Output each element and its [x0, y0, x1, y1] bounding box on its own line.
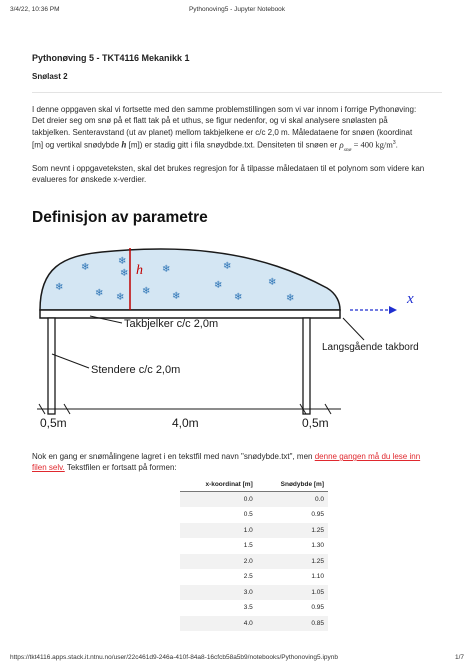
- table-row: [180, 600, 328, 616]
- table-header-row: [180, 479, 328, 492]
- density-value: = 400 kg/m: [353, 139, 393, 150]
- table-row: [180, 538, 328, 554]
- rho-subscript: snø: [343, 146, 352, 153]
- cell-x: 3.0: [180, 585, 257, 601]
- regression-paragraph: [32, 163, 442, 186]
- snowflake-icon: ❄: [81, 262, 90, 273]
- file-paragraph: [32, 451, 442, 474]
- cell-depth: 1.10: [311, 573, 324, 581]
- intro-line-3: takbjelken. Senteravstand (ut av planet) mellom takbjelkene er c/c 2,0 m. Måledataene for snøen (koordinat: [32, 127, 413, 137]
- cell-x: 1.5: [243, 542, 253, 550]
- snowflake-icon: ❄: [172, 291, 181, 302]
- emphasis-text-2: filen selv.: [32, 463, 65, 473]
- table-header-x: x-koordinat [m]: [180, 479, 257, 492]
- cell-depth: 0.95: [311, 511, 324, 519]
- height-label: h: [136, 263, 143, 278]
- column-callout-line: [52, 354, 89, 368]
- period: .: [395, 140, 398, 150]
- var-h: h: [121, 139, 127, 150]
- cell-x: 0.5: [243, 511, 253, 519]
- edge-callout-line: [343, 318, 364, 340]
- roof-beam: [40, 310, 340, 318]
- cell-x: 1.0: [180, 523, 257, 539]
- snowflake-icon: ❄: [116, 292, 125, 303]
- snowflake-icon: ❄: [95, 288, 104, 299]
- var-rho: [339, 139, 352, 153]
- dim-right-label: 0,5m: [302, 416, 329, 430]
- intro-line-4-start: [m] og vertikal snødybde: [32, 140, 120, 150]
- print-footer: [10, 654, 464, 664]
- rho-symbol: ρ: [339, 139, 344, 150]
- cell-depth: 1.25: [257, 523, 328, 539]
- intro-line-4-mid: [m]) er stadig gitt i fila snøydbde.txt. Densiteten til snøen er: [128, 140, 338, 150]
- cell-x: 0.0: [180, 492, 257, 508]
- cell-x: 4.0: [180, 616, 257, 632]
- cell-depth: 1.30: [311, 542, 324, 550]
- data-table: [180, 479, 328, 631]
- snowflake-icon: ❄: [234, 292, 243, 303]
- regression-line-1: Som nevnt i oppgaveteksten, skal det brukes regresjon for å tilpasse måledataen til et polynom som videre kan: [32, 164, 425, 173]
- left-column: [48, 318, 55, 414]
- emphasis-text-1: denne gangen må du lese inn: [314, 452, 421, 461]
- cell-depth: 0.0: [257, 492, 328, 508]
- divider: [32, 92, 442, 93]
- cell-x: 3.5: [243, 604, 253, 612]
- snowflake-icon: ❄: [286, 293, 295, 304]
- cell-depth: 0.95: [311, 604, 324, 612]
- table-row: [180, 585, 328, 601]
- roof-diagram: [32, 228, 442, 433]
- snowflake-icon: ❄: [55, 282, 64, 293]
- intro-paragraph: [32, 104, 442, 156]
- print-datetime: 3/4/22, 10:36 PM: [10, 6, 60, 13]
- print-title: Pythonoving5 - Jupyter Notebook: [188, 6, 286, 13]
- dim-mid-label: 4,0m: [172, 416, 199, 430]
- snowflake-icon: ❄: [268, 277, 277, 288]
- file-line-2: [32, 462, 442, 473]
- file-text-2: Tekstfilen er fortsatt på formen:: [64, 463, 177, 473]
- table-row: [180, 523, 328, 539]
- table-row: [180, 507, 328, 523]
- section-heading: Definisjon av parametre: [32, 209, 208, 226]
- snowflake-icon: ❄: [162, 264, 171, 275]
- dim-left-label: 0,5m: [40, 416, 67, 430]
- density-exponent: 3: [392, 139, 396, 146]
- print-url: https://tkt4116.apps.stack.it.ntnu.no/user/22c461d9-246a-410f-84a8-16cfcb58a5b9/notebooks/Pythonoving5.ipynb: [10, 654, 338, 661]
- snowflake-icon: ❄: [120, 268, 129, 279]
- regression-line-2: evalueres for ønskede x-verdier.: [32, 175, 147, 185]
- snowflake-icon: ❄: [118, 256, 127, 267]
- x-arrow-head: [389, 306, 397, 314]
- print-header: [10, 6, 464, 16]
- snowflake-icon: ❄: [214, 280, 223, 291]
- snowflake-icon: ❄: [142, 286, 151, 297]
- notebook-subtitle: Snølast 2: [32, 72, 68, 81]
- table-header-depth: Snødybde [m]: [257, 479, 328, 492]
- edge-label: Langsgående takbord: [322, 342, 419, 353]
- cell-x: 2.0: [180, 554, 257, 570]
- cell-depth: 1.05: [257, 585, 328, 601]
- column-label: Stendere c/c 2,0m: [91, 364, 181, 376]
- file-text-1: Nok en gang er snømålingene lagret i en tekstfil med navn "snødybde.txt", men: [32, 452, 315, 461]
- intro-line-2: Det dreier seg om snø på et flatt tak på et uthus, se figur nedenfor, og vi skal analysere snølasten på: [32, 116, 388, 126]
- table-row: [180, 554, 328, 570]
- page-number: 1/7: [454, 654, 464, 661]
- table-row: [180, 492, 328, 508]
- x-axis-label: x: [407, 291, 414, 307]
- cell-depth: 1.25: [257, 554, 328, 570]
- data-table-wrapper: [180, 479, 328, 631]
- snow-profile: [40, 249, 340, 310]
- cell-depth: 0.85: [257, 616, 328, 632]
- intro-line-1: I denne oppgaven skal vi fortsette med den samme problemstillingen som vi var innom i forrige Pythonøving:: [32, 105, 417, 114]
- file-line-1: [32, 451, 442, 462]
- cell-x: 2.5: [243, 573, 253, 581]
- intro-line-4: [32, 138, 442, 156]
- table-row: [180, 569, 328, 585]
- beam-label: Takbjelker c/c 2,0m: [124, 318, 219, 330]
- snowflake-icon: ❄: [223, 261, 232, 272]
- table-row: [180, 616, 328, 632]
- notebook-title: Pythonøving 5 - TKT4116 Mekanikk 1: [32, 53, 190, 63]
- right-column: [303, 318, 310, 414]
